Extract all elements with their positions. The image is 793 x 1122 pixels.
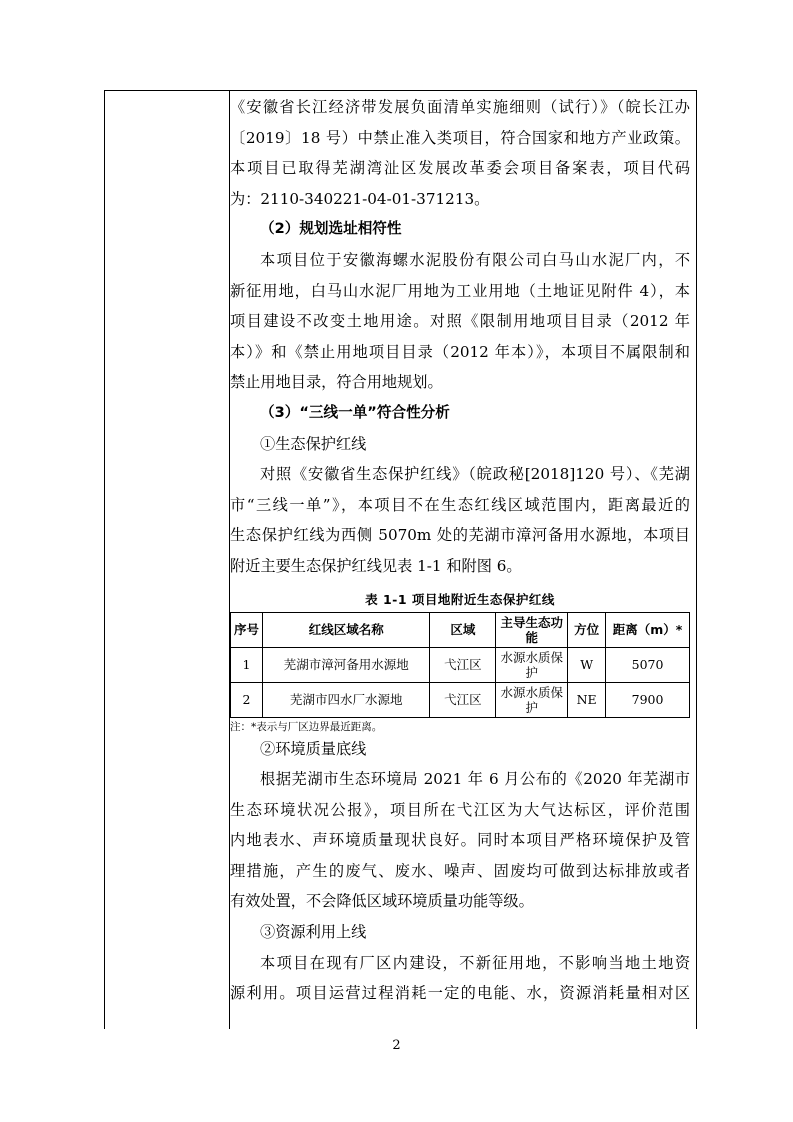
table-header-row <box>231 612 690 647</box>
table-caption: 表 1-1 项目地附近生态保护红线 <box>365 591 555 607</box>
header-cell: 区域 <box>430 612 496 647</box>
redline-table <box>230 612 690 718</box>
paragraph-line: 生态环境状况公报》，项目所在弋江区为大气达标区，评价范围 <box>230 800 690 819</box>
header-cell: 主导生态功能 <box>496 612 568 647</box>
table-cell: 7900 <box>606 682 690 717</box>
table-cell: 5070 <box>606 647 690 682</box>
header-cell: 距离（m）* <box>606 612 690 647</box>
paragraph-line: 有效处置，不会降低区域环境质量功能等级。 <box>230 892 534 911</box>
paragraph-line: 项目建设不改变土地用途。对照《限制用地项目目录（2012 年 <box>230 312 690 331</box>
paragraph-line: 本项目位于安徽海螺水泥股份有限公司白马山水泥厂内，不 <box>260 250 690 269</box>
subheading-ecology-redline: ①生态保护红线 <box>260 434 367 453</box>
paragraph-line: 生态保护红线为西侧 5070m 处的芜湖市漳河备用水源地，本项目 <box>230 526 690 545</box>
paragraph-line: 对照《安徽省生态保护红线》（皖政秘[2018]120 号）、《芜湖 <box>260 465 690 484</box>
table-cell: 芜湖市漳河备用水源地 <box>262 647 430 682</box>
paragraph-line: 源利用。项目运营过程消耗一定的电能、水，资源消耗量相对区 <box>230 984 690 1003</box>
table-row <box>231 682 690 717</box>
table-note: 注：*表示与厂区边界最近距离。 <box>230 720 383 733</box>
header-cell: 红线区域名称 <box>262 612 430 647</box>
table-cell: 2 <box>231 682 263 717</box>
section-heading-2: （2）规划选址相符性 <box>260 220 402 238</box>
paragraph-line: 禁止用地目录，符合用地规划。 <box>230 373 443 392</box>
paragraph-line: 本）》和《禁止用地项目目录（2012 年本）》，本项目不属限制和 <box>230 342 690 361</box>
subheading-environment-quality: ②环境质量底线 <box>260 739 367 758</box>
header-cell: 方位 <box>568 612 606 647</box>
table-cell: 弋江区 <box>430 647 496 682</box>
table-row <box>231 647 690 682</box>
paragraph-line: 〔2019〕18 号）中禁止准入类项目，符合国家和地方产业政策。 <box>230 128 690 147</box>
table-cell: W <box>568 647 606 682</box>
table-cell: 1 <box>231 647 263 682</box>
paragraph-line: 本项目已取得芜湖湾沚区发展改革委会项目备案表，项目代码 <box>230 159 690 178</box>
table-cell: 水源水质保护 <box>496 682 568 717</box>
table-cell: 芜湖市四水厂水源地 <box>262 682 430 717</box>
section-heading-3: （3）“三线一单”符合性分析 <box>260 403 450 421</box>
paragraph-line: 根据芜湖市生态环境局 2021 年 6 月公布的《2020 年芜湖市 <box>260 770 690 789</box>
paragraph-line: 理措施，产生的废气、废水、噪声、固废均可做到达标排放或者 <box>230 861 690 880</box>
paragraph-line: 新征用地，白马山水泥厂用地为工业用地（土地证见附件 4），本 <box>230 281 690 300</box>
subheading-resource-limit: ③资源利用上线 <box>260 923 367 942</box>
table-cell: NE <box>568 682 606 717</box>
paragraph-line: 为：2110-340221-04-01-371213。 <box>230 189 490 208</box>
table-cell: 弋江区 <box>430 682 496 717</box>
table-cell: 水源水质保护 <box>496 647 568 682</box>
page-number: 2 <box>392 1038 401 1053</box>
paragraph-line: 《安徽省长江经济带发展负面清单实施细则（试行）》（皖长江办 <box>230 98 690 116</box>
header-cell: 序号 <box>231 612 263 647</box>
paragraph-line: 内地表水、声环境质量现状良好。同时本项目严格环境保护及管 <box>230 831 690 850</box>
document-body <box>230 92 690 1009</box>
paragraph-line: 本项目在现有厂区内建设，不新征用地，不影响当地土地资 <box>260 953 690 972</box>
paragraph-line: 附近主要生态保护红线见表 1-1 和附图 6。 <box>230 556 522 575</box>
paragraph-line: 市“三线一单”》，本项目不在生态红线区域范围内，距离最近的 <box>230 495 690 514</box>
